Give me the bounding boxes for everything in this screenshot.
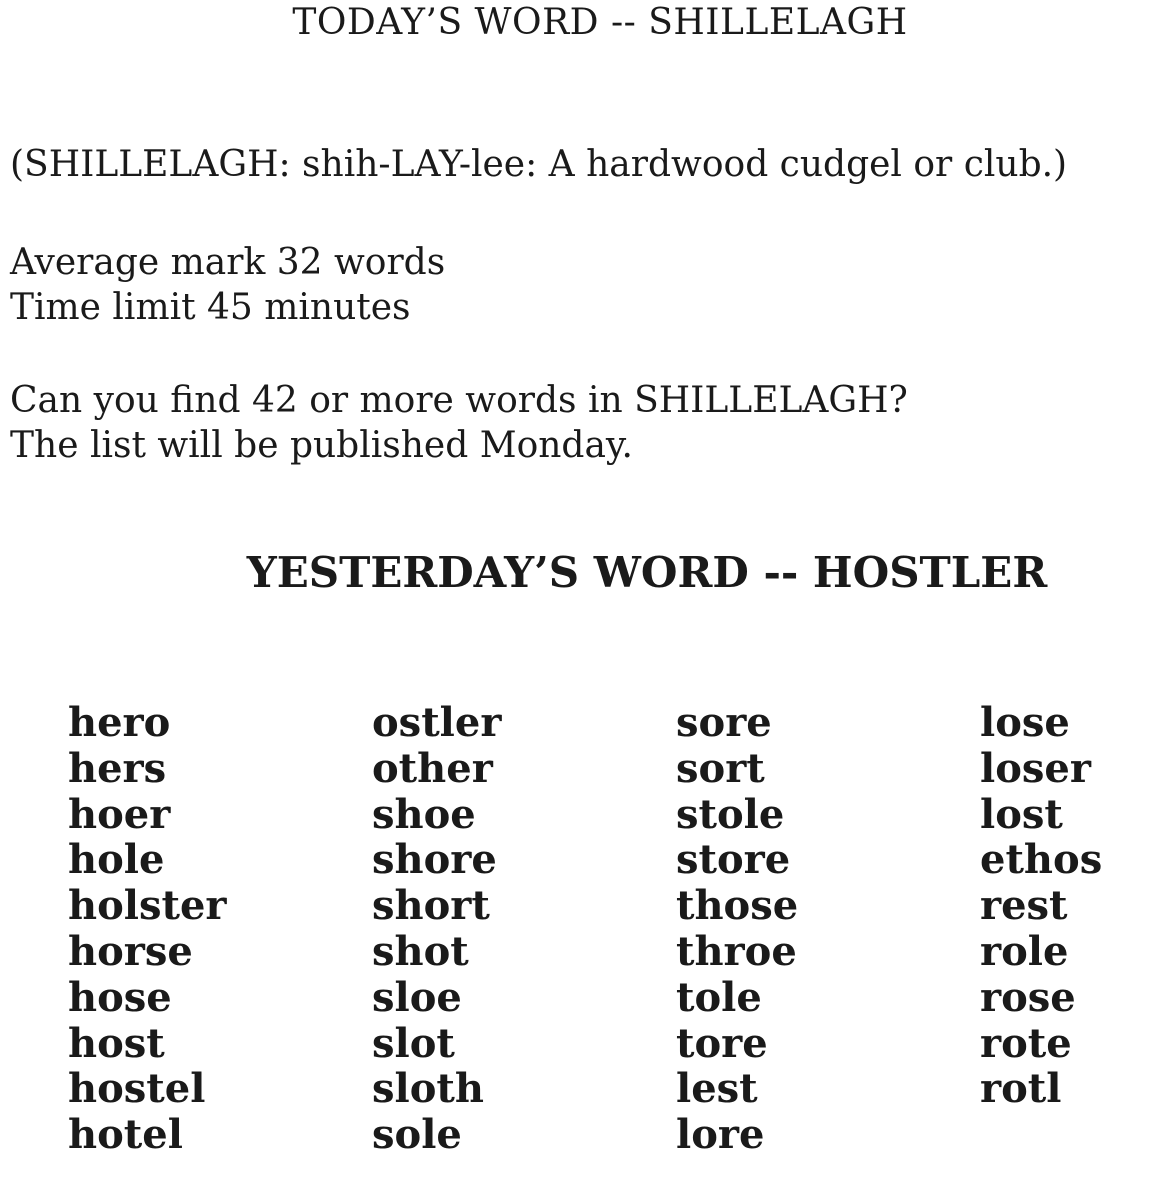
answer-word-list: [68, 700, 1148, 1170]
list-item: sole: [372, 1111, 462, 1159]
list-item: tore: [676, 1019, 768, 1067]
word-column-4: [980, 700, 1148, 1170]
list-item: lost: [980, 790, 1063, 838]
list-item: loser: [980, 744, 1091, 792]
list-item: rotl: [980, 1065, 1062, 1113]
list-item: role: [980, 927, 1069, 975]
list-item: sort: [676, 744, 765, 792]
word-definition: (SHILLELAGH: shih-LAY-lee: A hardwood cudgel or club.): [10, 144, 1068, 185]
list-item: sloth: [372, 1065, 484, 1113]
list-item: sore: [676, 699, 772, 746]
average-mark: Average mark 32 words: [10, 242, 446, 283]
list-item: other: [372, 744, 493, 792]
list-item: throe: [676, 927, 797, 975]
list-item: lest: [676, 1065, 758, 1113]
list-item: hers: [68, 744, 167, 792]
list-item: hole: [68, 836, 165, 884]
list-item: hose: [68, 973, 172, 1021]
list-item: ostler: [372, 699, 502, 746]
challenge-question: Can you find 42 or more words in SHILLELAGH?: [10, 380, 908, 421]
list-item: shot: [372, 927, 469, 975]
list-item: short: [372, 882, 490, 930]
list-item: slot: [372, 1019, 455, 1067]
time-limit: Time limit 45 minutes: [10, 287, 411, 328]
list-item: hoer: [68, 790, 171, 838]
list-item: hotel: [68, 1111, 183, 1159]
list-item: stole: [676, 790, 785, 838]
list-item: rest: [980, 882, 1068, 930]
list-item: hero: [68, 699, 171, 746]
list-item: lose: [980, 699, 1070, 746]
list-item: store: [676, 836, 791, 884]
list-item: rote: [980, 1019, 1072, 1067]
puzzle-stats: [10, 240, 445, 330]
list-item: horse: [68, 927, 193, 975]
list-item: sloe: [372, 973, 462, 1021]
list-item: shore: [372, 836, 497, 884]
todays-word-title: TODAY’S WORD -- SHILLELAGH: [292, 2, 908, 43]
list-item: rose: [980, 973, 1076, 1021]
list-item: lore: [676, 1111, 765, 1159]
publish-note: The list will be published Monday.: [10, 425, 633, 466]
word-column-3: [676, 700, 980, 1170]
list-item: tole: [676, 973, 762, 1021]
yesterdays-word-title: YESTERDAY’S WORD -- HOSTLER: [246, 548, 1048, 597]
list-item: holster: [68, 882, 227, 930]
list-item: those: [676, 882, 799, 930]
list-item: shoe: [372, 790, 476, 838]
list-item: ethos: [980, 836, 1103, 884]
word-column-1: [68, 700, 372, 1170]
challenge-text: [10, 378, 908, 468]
list-item: host: [68, 1019, 165, 1067]
word-column-2: [372, 700, 676, 1170]
list-item: hostel: [68, 1065, 206, 1113]
